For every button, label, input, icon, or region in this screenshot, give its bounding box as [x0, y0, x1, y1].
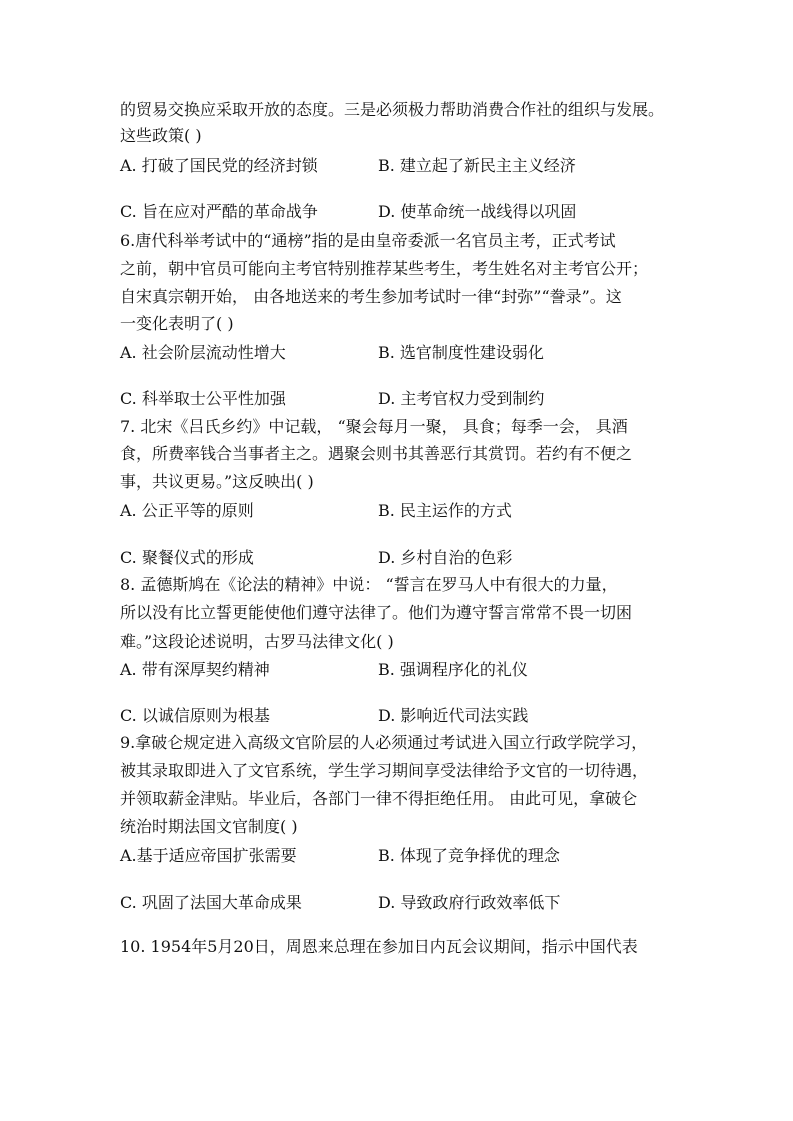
option-c: C. 旨在应对严酷的革命战争	[120, 202, 318, 221]
text-line: 这些政策( )	[120, 126, 202, 145]
option-c: C. 科举取士公平性加强	[120, 389, 286, 408]
option-a: A. 打破了国民党的经济封锁	[120, 156, 318, 175]
text-line: 并领取薪金津贴。毕业后，各部门一律不得拒绝任用。 由此可见，拿破仑	[120, 789, 638, 808]
text-line: 一变化表明了( )	[120, 314, 234, 333]
option-d: D. 影响近代司法实践	[378, 706, 529, 725]
text-line: 之前，朝中官员可能向主考官特别推荐某些考生，考生姓名对主考官公开；	[120, 259, 649, 278]
option-d: D. 导致政府行政效率低下	[378, 893, 561, 912]
text-line: 统治时期法国文官制度( )	[120, 817, 298, 836]
option-b: B. 选官制度性建设弱化	[378, 343, 544, 362]
option-b: B. 民主运作的方式	[378, 501, 512, 520]
question-10: 10. 1954年5月20日，周恩来总理在参加日内瓦会议期间，指示中国代表	[120, 937, 638, 956]
question-6: 6.唐代科举考试中的“通榜”指的是由皇帝委派一名官员主考，正式考试	[120, 231, 616, 250]
option-a: A. 带有深厚契约精神	[120, 660, 270, 679]
text-line: 所以没有比立誓更能使他们遵守法律了。他们为遵守誓言常常不畏一切困	[120, 603, 633, 622]
question-7: 7. 北宋《吕氏乡约》中记载， “聚会每月一聚， 具食；每季一会， 具酒	[120, 417, 628, 436]
option-d: D. 主考官权力受到制约	[378, 389, 545, 408]
text-line: 自宋真宗朝开始， 由各地送来的考生参加考试时一律“封弥”“誊录”。这	[120, 287, 622, 306]
text-line: 食，所费率钱合当事者主之。遇聚会则书其善恶行其赏罚。若约有不便之	[120, 444, 633, 463]
option-b: B. 强调程序化的礼仪	[378, 660, 528, 679]
option-c: C. 以诚信原则为根基	[120, 706, 270, 725]
option-c: C. 巩固了法国大革命成果	[120, 893, 302, 912]
text-line: 难。”这段论述说明，古罗马法律文化( )	[120, 632, 394, 651]
option-b: B. 体现了竞争择优的理念	[378, 846, 560, 865]
option-a: A. 公正平等的原则	[120, 501, 254, 520]
text-line: 事，共议更易。”这反映出( )	[120, 472, 314, 491]
question-8: 8. 孟德斯鸠在《论法的精神》中说： “誓言在罗马人中有很大的力量，	[120, 575, 618, 594]
option-c: C. 聚餐仪式的形成	[120, 548, 254, 567]
question-9: 9.拿破仑规定进入高级文官阶层的人必须通过考试进入国立行政学院学习，	[120, 733, 648, 752]
text-line: 的贸易交换应采取开放的态度。三是必须极力帮助消费合作社的组织与发展。	[120, 100, 665, 119]
option-d: D. 乡村自治的色彩	[378, 548, 513, 567]
option-a: A. 社会阶层流动性增大	[120, 343, 286, 362]
option-b: B. 建立起了新民主主义经济	[378, 156, 576, 175]
option-d: D. 使革命统一战线得以巩固	[378, 202, 577, 221]
option-a: A.基于适应帝国扩张需要	[120, 846, 297, 865]
text-line: 被其录取即进入了文官系统，学生学习期间享受法律给予文官的一切待遇，	[120, 761, 649, 780]
